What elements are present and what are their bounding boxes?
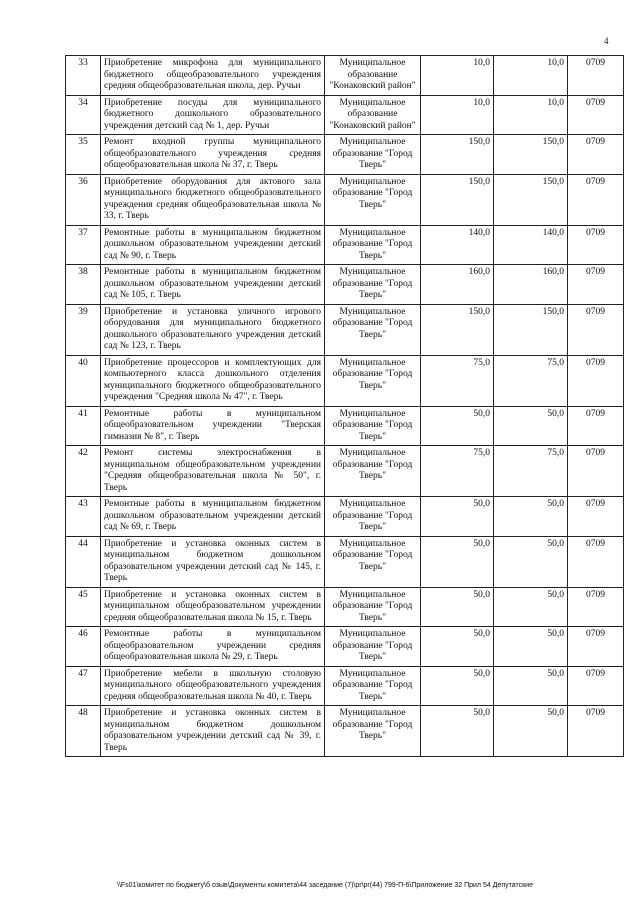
row-municipality: Муниципальное образование "Город Тверь" bbox=[325, 627, 421, 667]
row-amount-2: 75,0 bbox=[494, 355, 568, 406]
table-row bbox=[66, 536, 624, 587]
row-description: Приобретение мебели в школьную столовую муниципального общеобразовательного учреждения средняя общеобразовательная школа № 40, г. Тверь bbox=[101, 666, 325, 706]
row-budget-code: 0709 bbox=[568, 225, 624, 265]
row-number: 36 bbox=[66, 174, 101, 225]
row-municipality: Муниципальное образование "Город Тверь" bbox=[325, 265, 421, 305]
row-budget-code: 0709 bbox=[568, 536, 624, 587]
footer-file-path: \\Fs01\комитет по бюджету\б озыв\Документы комитета\44 заседание (7)\pr\pr(44) 799-П-6\Приложение 32 Прил 54 Депутатские bbox=[117, 882, 533, 889]
row-budget-code: 0709 bbox=[568, 666, 624, 706]
row-description: Приобретение и установка уличного игрового оборудования для муниципального бюджетного дошкольного образовательного учреждения детский сад № 123, г. Тверь bbox=[101, 304, 325, 355]
row-municipality: Муниципальное образование "Город Тверь" bbox=[325, 446, 421, 497]
table-row bbox=[66, 627, 624, 667]
row-municipality: Муниципальное образование "Город Тверь" bbox=[325, 536, 421, 587]
row-amount-2: 50,0 bbox=[494, 497, 568, 537]
row-number: 47 bbox=[66, 666, 101, 706]
row-number: 43 bbox=[66, 497, 101, 537]
table-row bbox=[66, 95, 624, 135]
row-number: 41 bbox=[66, 406, 101, 446]
row-description: Ремонт системы электроснабжения в муниципальном общеобразовательном учреждении "Средняя общеобразовательная школа № 50", г. Тверь bbox=[101, 446, 325, 497]
row-amount-1: 50,0 bbox=[421, 587, 494, 627]
row-number: 42 bbox=[66, 446, 101, 497]
row-amount-1: 50,0 bbox=[421, 406, 494, 446]
row-number: 33 bbox=[66, 56, 101, 96]
row-number: 39 bbox=[66, 304, 101, 355]
row-number: 35 bbox=[66, 135, 101, 175]
row-amount-2: 150,0 bbox=[494, 135, 568, 175]
row-budget-code: 0709 bbox=[568, 95, 624, 135]
row-amount-1: 150,0 bbox=[421, 174, 494, 225]
row-amount-1: 160,0 bbox=[421, 265, 494, 305]
row-municipality: Муниципальное образование "Город Тверь" bbox=[325, 497, 421, 537]
page-number: 4 bbox=[604, 36, 609, 46]
row-amount-1: 50,0 bbox=[421, 627, 494, 667]
row-budget-code: 0709 bbox=[568, 56, 624, 96]
row-budget-code: 0709 bbox=[568, 627, 624, 667]
row-number: 46 bbox=[66, 627, 101, 667]
row-description: Ремонтные работы в муниципальном бюджетном дошкольном образовательном учреждении детский сад № 90, г. Тверь bbox=[101, 225, 325, 265]
row-budget-code: 0709 bbox=[568, 304, 624, 355]
row-municipality: Муниципальное образование "Город Тверь" bbox=[325, 587, 421, 627]
row-municipality: Муниципальное образование "Город Тверь" bbox=[325, 174, 421, 225]
table-row bbox=[66, 355, 624, 406]
row-description: Ремонтные работы в муниципальном общеобразовательном учреждении "Тверская гимназия № 8", г. Тверь bbox=[101, 406, 325, 446]
row-municipality: Муниципальное образование "Город Тверь" bbox=[325, 666, 421, 706]
row-amount-2: 150,0 bbox=[494, 304, 568, 355]
row-amount-2: 50,0 bbox=[494, 666, 568, 706]
row-amount-1: 10,0 bbox=[421, 95, 494, 135]
row-amount-2: 10,0 bbox=[494, 56, 568, 96]
row-number: 44 bbox=[66, 536, 101, 587]
table-row bbox=[66, 587, 624, 627]
row-amount-2: 50,0 bbox=[494, 587, 568, 627]
table-row bbox=[66, 174, 624, 225]
row-municipality: Муниципальное образование "Конаковский район" bbox=[325, 56, 421, 96]
row-amount-2: 75,0 bbox=[494, 446, 568, 497]
row-municipality: Муниципальное образование "Город Тверь" bbox=[325, 406, 421, 446]
table-row bbox=[66, 135, 624, 175]
row-amount-1: 140,0 bbox=[421, 225, 494, 265]
row-description: Приобретение микрофона для муниципального бюджетного общеобразовательного учреждения средняя общеобразовательная школа, дер. Ручьи bbox=[101, 56, 325, 96]
row-amount-1: 75,0 bbox=[421, 446, 494, 497]
budget-table bbox=[65, 55, 624, 757]
row-amount-1: 150,0 bbox=[421, 304, 494, 355]
row-description: Ремонтные работы в муниципальном бюджетном дошкольном образовательном учреждении детский сад № 69, г. Тверь bbox=[101, 497, 325, 537]
row-amount-1: 50,0 bbox=[421, 706, 494, 757]
row-amount-1: 50,0 bbox=[421, 666, 494, 706]
row-description: Приобретение оборудования для актового зала муниципального бюджетного общеобразовательного учреждения средняя общеобразовательная школа № 33, г. Тверь bbox=[101, 174, 325, 225]
row-description: Ремонтные работы в муниципальном бюджетном дошкольном образовательном учреждении детский сад № 105, г. Тверь bbox=[101, 265, 325, 305]
row-number: 34 bbox=[66, 95, 101, 135]
row-description: Ремонтные работы в муниципальном общеобразовательном учреждении средняя общеобразовательная школа № 29, г. Тверь bbox=[101, 627, 325, 667]
table-row bbox=[66, 497, 624, 537]
row-description: Приобретение посуды для муниципального бюджетного дошкольного образовательного учреждения детский сад № 1, дер. Ручьи bbox=[101, 95, 325, 135]
row-amount-2: 10,0 bbox=[494, 95, 568, 135]
row-amount-1: 75,0 bbox=[421, 355, 494, 406]
row-budget-code: 0709 bbox=[568, 446, 624, 497]
row-description: Приобретение и установка оконных систем в муниципальном общеобразовательном учреждении средняя общеобразовательная школа № 15, г. Тверь bbox=[101, 587, 325, 627]
table-row bbox=[66, 56, 624, 96]
row-amount-2: 140,0 bbox=[494, 225, 568, 265]
row-number: 37 bbox=[66, 225, 101, 265]
row-number: 45 bbox=[66, 587, 101, 627]
table-row bbox=[66, 406, 624, 446]
row-description: Ремонт входной группы муниципального общеобразовательного учреждения средняя общеобразовательная школа № 37, г. Тверь bbox=[101, 135, 325, 175]
table-row bbox=[66, 225, 624, 265]
row-budget-code: 0709 bbox=[568, 706, 624, 757]
row-amount-2: 50,0 bbox=[494, 627, 568, 667]
row-municipality: Муниципальное образование "Город Тверь" bbox=[325, 355, 421, 406]
row-amount-1: 50,0 bbox=[421, 536, 494, 587]
row-budget-code: 0709 bbox=[568, 497, 624, 537]
row-number: 38 bbox=[66, 265, 101, 305]
row-amount-2: 160,0 bbox=[494, 265, 568, 305]
row-amount-2: 150,0 bbox=[494, 174, 568, 225]
row-budget-code: 0709 bbox=[568, 406, 624, 446]
row-amount-1: 150,0 bbox=[421, 135, 494, 175]
row-budget-code: 0709 bbox=[568, 265, 624, 305]
row-description: Приобретение и установка оконных систем в муниципальном бюджетном дошкольном образовательном учреждении детский сад № 39, г. Тверь bbox=[101, 706, 325, 757]
row-budget-code: 0709 bbox=[568, 135, 624, 175]
table-row bbox=[66, 666, 624, 706]
row-budget-code: 0709 bbox=[568, 174, 624, 225]
row-amount-2: 50,0 bbox=[494, 706, 568, 757]
table-row bbox=[66, 446, 624, 497]
table-body bbox=[66, 56, 624, 757]
row-municipality: Муниципальное образование "Город Тверь" bbox=[325, 304, 421, 355]
row-description: Приобретение и установка оконных систем в муниципальном бюджетном дошкольном образовательном учреждении детский сад № 145, г. Тверь bbox=[101, 536, 325, 587]
row-municipality: Муниципальное образование "Город Тверь" bbox=[325, 706, 421, 757]
row-amount-1: 10,0 bbox=[421, 56, 494, 96]
row-number: 48 bbox=[66, 706, 101, 757]
row-municipality: Муниципальное образование "Конаковский район" bbox=[325, 95, 421, 135]
row-amount-2: 50,0 bbox=[494, 406, 568, 446]
table-row bbox=[66, 265, 624, 305]
row-amount-1: 50,0 bbox=[421, 497, 494, 537]
row-municipality: Муниципальное образование "Город Тверь" bbox=[325, 225, 421, 265]
table-row bbox=[66, 304, 624, 355]
row-municipality: Муниципальное образование "Город Тверь" bbox=[325, 135, 421, 175]
row-budget-code: 0709 bbox=[568, 587, 624, 627]
row-description: Приобретение процессоров и комплектующих для компьютерного класса дошкольного отделения муниципального бюджетного общеобразовательного учреждения "Средняя школа № 47", г. Тверь bbox=[101, 355, 325, 406]
row-budget-code: 0709 bbox=[568, 355, 624, 406]
row-number: 40 bbox=[66, 355, 101, 406]
table-row bbox=[66, 706, 624, 757]
row-amount-2: 50,0 bbox=[494, 536, 568, 587]
